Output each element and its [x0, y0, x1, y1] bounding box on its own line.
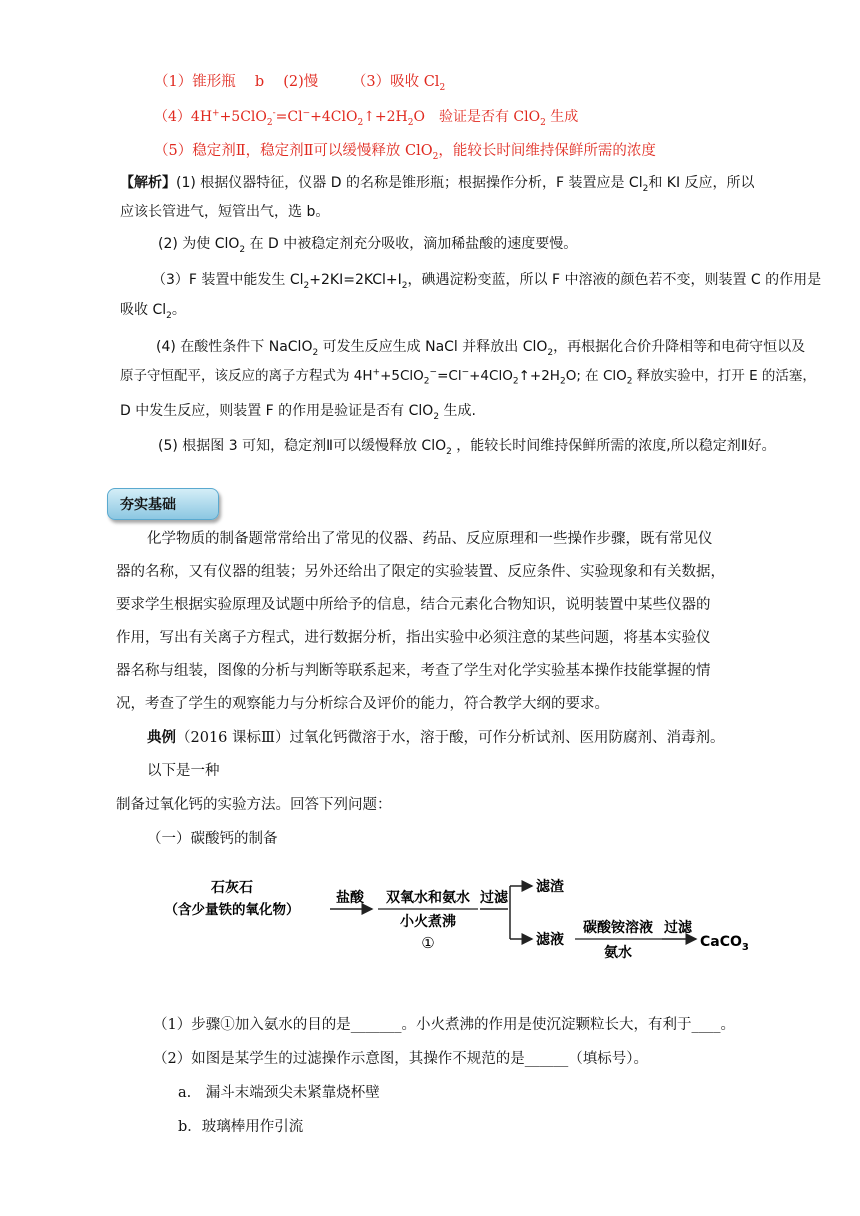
flow-step2-label: 过滤 — [480, 890, 508, 906]
flow-out-bottom: 滤液 — [536, 932, 564, 948]
body-line-4: 作用，写出有关离子方程式，进行数据分析，指出实验中必须注意的某些问题，将基本实验仪 — [116, 630, 711, 646]
body-line-6: 况，考查了学生的观察能力与分析综合及评价的能力，符合教学大纲的要求。 — [116, 696, 609, 712]
analysis-p1-line1: 【解析】(1) 根据仪器特征，仪器 D 的名称是锥形瓶；根据操作分析，F 装置应是 $Cl_2$和 KI 反应，所以 — [120, 175, 755, 194]
analysis-p1-line2: 应该长管进气，短管出气，选 b。 — [120, 204, 330, 220]
answer-line-5: （5）稳定剂Ⅱ，稳定剂Ⅱ可以缓慢释放 ClO$_2$，能较长时间维持保鲜所需的浓度 — [154, 143, 656, 162]
flow-box-top: 双氧水和氨水 — [386, 890, 470, 906]
flow-box-bottom: 小火煮沸 — [400, 914, 456, 930]
body-line-5: 器名称与组装，图像的分析与判断等联系起来，考查了学生对化学实验基本操作技能掌握的情 — [116, 663, 711, 679]
section-tab: 夯实基础 — [107, 488, 219, 520]
answer-line-4: $(4)4H^++5ClO_2^-=Cl^-+4ClO_2↑+2H_2O$ 验证是否有 ClO$_2$ 生成 — [154, 108, 579, 128]
flow-step3-below: 氨水 — [604, 945, 632, 961]
flow-start-1: 石灰石 — [211, 880, 253, 896]
analysis-p4-line2: 原子守恒配平，该反应的离子方程式为 $4H^++5ClO_2^-=Cl^-+4ClO_2↑+2H_2O$; 在 ClO$_2$ 释放实验中，打开 E 的活塞， — [120, 367, 816, 387]
flow-step4-label: 过滤 — [664, 920, 692, 936]
answer-line-1: （1）锥形瓶 b (2)慢 （3）吸收 $Cl_2$ — [154, 74, 446, 93]
flow-out-top: 滤渣 — [536, 879, 564, 895]
analysis-p3-line1: （3）F 装置中能发生 $Cl_2+2KI=2KCl+I_2$，碘遇淀粉变蓝，所以 F 中溶液的颜色若不变，则装置 C 的作用是 — [152, 272, 822, 291]
body-line-1: 化学物质的制备题常常给出了常见的仪器、药品、反应原理和一些操作步骤，既有常见仪 — [147, 531, 713, 547]
question-2: （2）如图是某学生的过滤操作示意图，其操作不规范的是______（填标号）。 — [153, 1051, 648, 1067]
flow-step3-above: 碳酸铵溶液 — [583, 920, 653, 936]
analysis-p2: (2) 为使 ClO$_2$ 在 D 中被稳定剂充分吸收，滴加稀盐酸的速度要慢。 — [158, 236, 578, 255]
question-1: （1）步骤①加入氨水的目的是_______。小火煮沸的作用是使沉淀颗粒长大，有利于____。 — [153, 1017, 735, 1033]
flow-box-num: ① — [421, 934, 435, 952]
analysis-p4-line3: D 中发生反应，则装置 F 的作用是验证是否有 ClO$_2$ 生成. — [120, 403, 476, 422]
flow-product: CaCO$_3$ — [700, 934, 749, 953]
analysis-p3-line2: 吸收 $Cl_2$。 — [120, 302, 186, 321]
example-line-3: 制备过氧化钙的实验方法。回答下列问题： — [116, 797, 392, 813]
example-line-1: 典例（2016 课标Ⅲ）过氧化钙微溶于水，溶于酸，可作分析试剂、医用防腐剂、消毒剂。 — [147, 729, 725, 746]
example-part1: （一）碳酸钙的制备 — [147, 831, 278, 847]
flow-step1-label: 盐酸 — [336, 890, 364, 906]
body-line-3: 要求学生根据实验原理及试题中所给予的信息，结合元素化合物知识，说明装置中某些仪器的 — [116, 597, 711, 613]
option-b: b．玻璃棒用作引流 — [178, 1119, 304, 1135]
example-line-2: 以下是一种 — [147, 763, 220, 779]
flow-diagram — [160, 864, 760, 964]
flow-start-2: （含少量铁的氧化物） — [164, 902, 300, 918]
analysis-p5: (5) 根据图 3 可知，稳定剂Ⅱ可以缓慢释放 ClO$_2$ ，能较长时间维持保鲜所需的浓度,所以稳定剂Ⅱ好。 — [158, 438, 776, 457]
option-a: a. 漏斗末端颈尖未紧靠烧杯壁 — [178, 1085, 380, 1101]
analysis-p4-line1: (4) 在酸性条件下 NaClO$_2$ 可发生反应生成 NaCl 并释放出 ClO$_2$，再根据化合价升降相等和电荷守恒以及 — [156, 339, 806, 358]
body-line-2: 器的名称，又有仪器的组装；另外还给出了限定的实验装置、反应条件、实验现象和有关数据， — [116, 564, 725, 580]
